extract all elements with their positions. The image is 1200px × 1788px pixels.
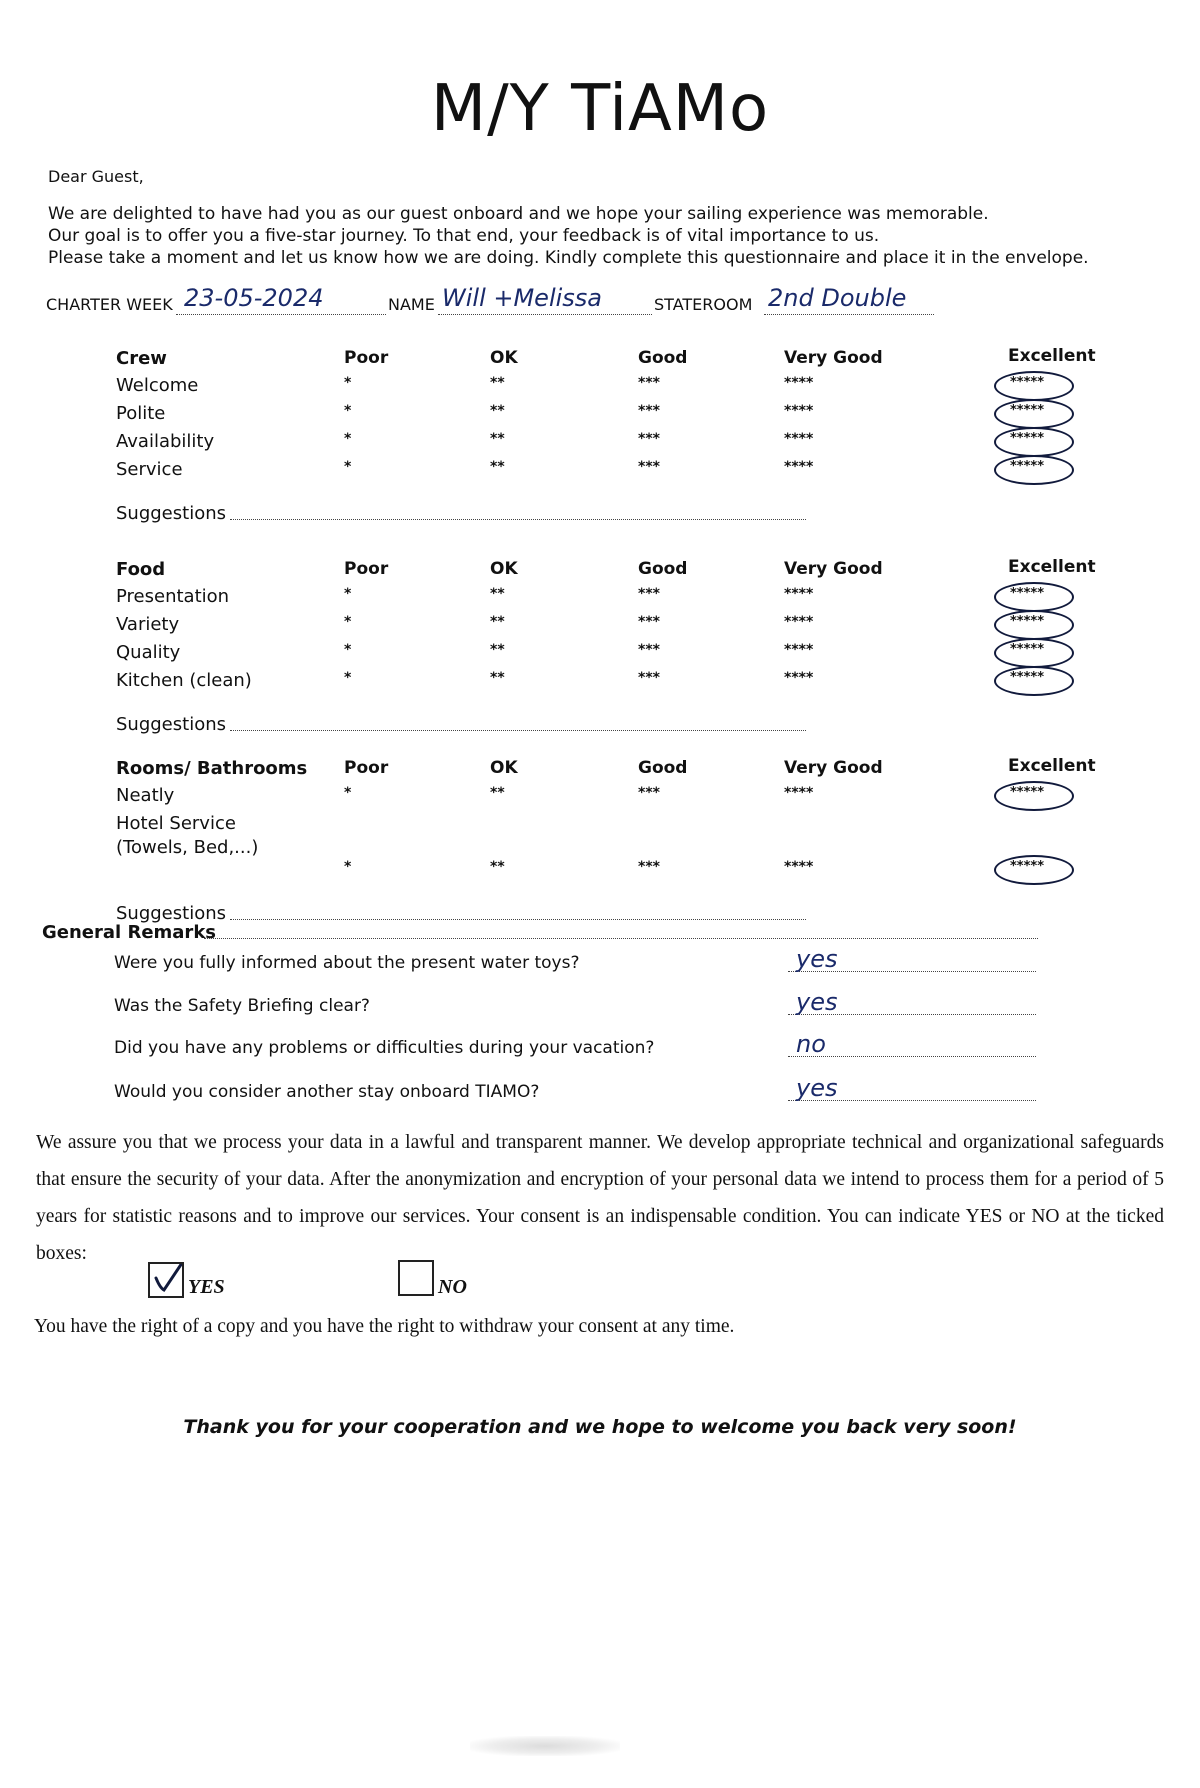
stars-excellent: ***** xyxy=(1010,431,1044,446)
rating-row-label: Variety xyxy=(116,614,180,635)
stateroom-label: STATEROOM xyxy=(654,295,753,314)
column-header-ok: OK xyxy=(490,758,518,778)
thank-you-message: Thank you for your cooperation and we hope to welcome you back very soon! xyxy=(183,1416,1017,1438)
suggestions-label: Suggestions xyxy=(116,714,226,735)
stateroom-value: 2nd Double xyxy=(768,284,907,312)
rating-option-poor[interactable]: * xyxy=(344,670,352,686)
column-header-poor: Poor xyxy=(344,348,389,368)
column-header-excellent: Excellent xyxy=(1008,557,1096,577)
rating-row-label: Hotel Service xyxy=(116,813,236,834)
rating-option-poor[interactable]: * xyxy=(344,375,352,391)
rating-option-very-good[interactable]: **** xyxy=(784,859,814,875)
rating-option-ok[interactable]: ** xyxy=(490,431,505,447)
greeting: Dear Guest, xyxy=(48,167,144,186)
column-header-ok: OK xyxy=(490,559,518,579)
section-title-food: Food xyxy=(116,559,166,580)
rating-option-very-good[interactable]: **** xyxy=(784,642,814,658)
rating-option-excellent-circled[interactable] xyxy=(994,427,1074,457)
rating-option-ok[interactable]: ** xyxy=(490,375,505,391)
rating-option-very-good[interactable]: **** xyxy=(784,403,814,419)
section-title-crew: Crew xyxy=(116,348,167,369)
rating-row-label: Availability xyxy=(116,431,215,452)
rating-option-poor[interactable]: * xyxy=(344,403,352,419)
column-header-poor: Poor xyxy=(344,559,389,579)
rating-option-excellent-circled[interactable] xyxy=(994,610,1074,640)
consent-no-checkbox[interactable] xyxy=(398,1260,434,1296)
consent-yes-checkbox[interactable] xyxy=(148,1262,184,1298)
rating-option-ok[interactable]: ** xyxy=(490,459,505,475)
rating-option-ok[interactable]: ** xyxy=(490,586,505,602)
checkmark-icon xyxy=(150,1264,182,1296)
stars-excellent: ***** xyxy=(1010,859,1044,874)
data-consent-text: We assure you that we process your data in a lawful and transparent manner. We develop appropriate technical and organizational safeguards that ensure the security of your data. After the anonymization and encryption of your personal data we intend to process them for a period of 5 years for statistic reasons and to improve our services. Your consent is an indispensable condition. You can indicate YES or NO at the ticked boxes: xyxy=(36,1132,1164,1264)
question-text: Were you fully informed about the present water toys? xyxy=(114,953,580,973)
rating-option-good[interactable]: *** xyxy=(638,586,660,602)
rating-option-excellent-circled[interactable] xyxy=(994,855,1074,885)
rating-option-good[interactable]: *** xyxy=(638,859,660,875)
intro-line-3: Please take a moment and let us know how we are doing. Kindly complete this questionnaire and place it in the envelope. xyxy=(48,248,1089,268)
rating-option-poor[interactable]: * xyxy=(344,459,352,475)
rating-option-ok[interactable]: ** xyxy=(490,642,505,658)
rating-option-very-good[interactable]: **** xyxy=(784,785,814,801)
rating-row-label: Neatly xyxy=(116,785,175,806)
rating-option-very-good[interactable]: **** xyxy=(784,375,814,391)
question-text: Would you consider another stay onboard TIAMO? xyxy=(114,1082,540,1102)
rating-option-good[interactable]: *** xyxy=(638,375,660,391)
name-label: NAME xyxy=(388,295,435,314)
stars-excellent: ***** xyxy=(1010,642,1044,657)
rating-option-excellent-circled[interactable] xyxy=(994,371,1074,401)
rating-row-label: Presentation xyxy=(116,586,230,607)
rating-option-good[interactable]: *** xyxy=(638,614,660,630)
rating-option-poor[interactable]: * xyxy=(344,859,352,875)
rating-row-label: Service xyxy=(116,459,183,480)
rating-row-label: Quality xyxy=(116,642,181,663)
column-header-very-good: Very Good xyxy=(784,758,883,778)
rating-option-ok[interactable]: ** xyxy=(490,785,505,801)
rating-option-very-good[interactable]: **** xyxy=(784,614,814,630)
answer-field[interactable] xyxy=(788,988,1036,1016)
rating-option-ok[interactable]: ** xyxy=(490,670,505,686)
rating-row-label: Welcome xyxy=(116,375,199,396)
question-text: Was the Safety Briefing clear? xyxy=(114,996,370,1016)
charter-week-value: 23-05-2024 xyxy=(184,284,324,312)
name-value: Will +Melissa xyxy=(442,284,602,312)
suggestions-label: Suggestions xyxy=(116,503,226,524)
stateroom-field[interactable] xyxy=(764,284,934,315)
stars-excellent: ***** xyxy=(1010,785,1044,800)
section-title-rooms-bathrooms: Rooms/ Bathrooms xyxy=(116,758,308,779)
rating-option-poor[interactable]: * xyxy=(344,431,352,447)
rating-option-very-good[interactable]: **** xyxy=(784,670,814,686)
rating-option-good[interactable]: *** xyxy=(638,642,660,658)
stars-excellent: ***** xyxy=(1010,403,1044,418)
charter-week-field[interactable] xyxy=(176,284,386,315)
rating-option-ok[interactable]: ** xyxy=(490,403,505,419)
rating-option-ok[interactable]: ** xyxy=(490,614,505,630)
rating-row-label: Kitchen (clean) xyxy=(116,670,252,691)
name-field[interactable] xyxy=(438,284,652,315)
rating-option-very-good[interactable]: **** xyxy=(784,459,814,475)
rating-option-poor[interactable]: * xyxy=(344,614,352,630)
general-remarks-field[interactable] xyxy=(204,926,1038,939)
withdraw-consent-text: You have the right of a copy and you have the right to withdraw your consent at any time. xyxy=(34,1316,735,1337)
column-header-good: Good xyxy=(638,348,688,368)
answer-value: yes xyxy=(796,1074,838,1102)
question-text: Did you have any problems or difficulties during your vacation? xyxy=(114,1038,655,1058)
document-title: M/Y TiAMo xyxy=(430,72,770,146)
column-header-excellent: Excellent xyxy=(1008,756,1096,776)
stars-excellent: ***** xyxy=(1010,614,1044,629)
general-remarks-label: General Remarks xyxy=(42,922,216,943)
rating-option-excellent-circled[interactable] xyxy=(994,638,1074,668)
answer-value: yes xyxy=(796,945,838,973)
rating-option-excellent-circled[interactable] xyxy=(994,582,1074,612)
intro-line-1: We are delighted to have had you as our guest onboard and we hope your sailing experience was memorable. xyxy=(48,204,989,224)
rating-option-very-good[interactable]: **** xyxy=(784,431,814,447)
rating-option-excellent-circled[interactable] xyxy=(994,666,1074,696)
suggestions-label: Suggestions xyxy=(116,903,226,924)
column-header-good: Good xyxy=(638,559,688,579)
rating-option-poor[interactable]: * xyxy=(344,642,352,658)
scan-smudge xyxy=(470,1736,620,1756)
answer-value: yes xyxy=(796,988,838,1016)
answer-field[interactable] xyxy=(788,945,1036,973)
column-header-ok: OK xyxy=(490,348,518,368)
rating-option-excellent-circled[interactable] xyxy=(994,399,1074,429)
answer-field[interactable] xyxy=(788,1030,1036,1058)
stars-excellent: ***** xyxy=(1010,670,1044,685)
answer-value: no xyxy=(796,1030,826,1058)
rating-option-excellent-circled[interactable] xyxy=(994,781,1074,811)
suggestions-field[interactable] xyxy=(230,718,806,731)
stars-excellent: ***** xyxy=(1010,375,1044,390)
rating-row-label: Polite xyxy=(116,403,166,424)
rating-option-good[interactable]: *** xyxy=(638,459,660,475)
column-header-excellent: Excellent xyxy=(1008,346,1096,366)
rating-row-label-sub: (Towels, Bed,...) xyxy=(116,837,259,858)
rating-option-poor[interactable]: * xyxy=(344,785,352,801)
column-header-very-good: Very Good xyxy=(784,559,883,579)
answer-field[interactable] xyxy=(788,1074,1036,1102)
suggestions-field[interactable] xyxy=(230,907,806,920)
consent-no-label: NO xyxy=(438,1276,467,1298)
column-header-poor: Poor xyxy=(344,758,389,778)
column-header-very-good: Very Good xyxy=(784,348,883,368)
stars-excellent: ***** xyxy=(1010,586,1044,601)
charter-week-label: CHARTER WEEK xyxy=(46,295,173,314)
consent-yes-label: YES xyxy=(188,1276,225,1298)
column-header-good: Good xyxy=(638,758,688,778)
rating-option-good[interactable]: *** xyxy=(638,403,660,419)
rating-option-excellent-circled[interactable] xyxy=(994,455,1074,485)
rating-option-ok[interactable]: ** xyxy=(490,859,505,875)
rating-option-good[interactable]: *** xyxy=(638,431,660,447)
rating-option-good[interactable]: *** xyxy=(638,785,660,801)
intro-line-2: Our goal is to offer you a five-star journey. To that end, your feedback is of vital importance to us. xyxy=(48,226,880,246)
rating-option-very-good[interactable]: **** xyxy=(784,586,814,602)
rating-option-poor[interactable]: * xyxy=(344,586,352,602)
rating-option-good[interactable]: *** xyxy=(638,670,660,686)
suggestions-field[interactable] xyxy=(230,507,806,520)
stars-excellent: ***** xyxy=(1010,459,1044,474)
